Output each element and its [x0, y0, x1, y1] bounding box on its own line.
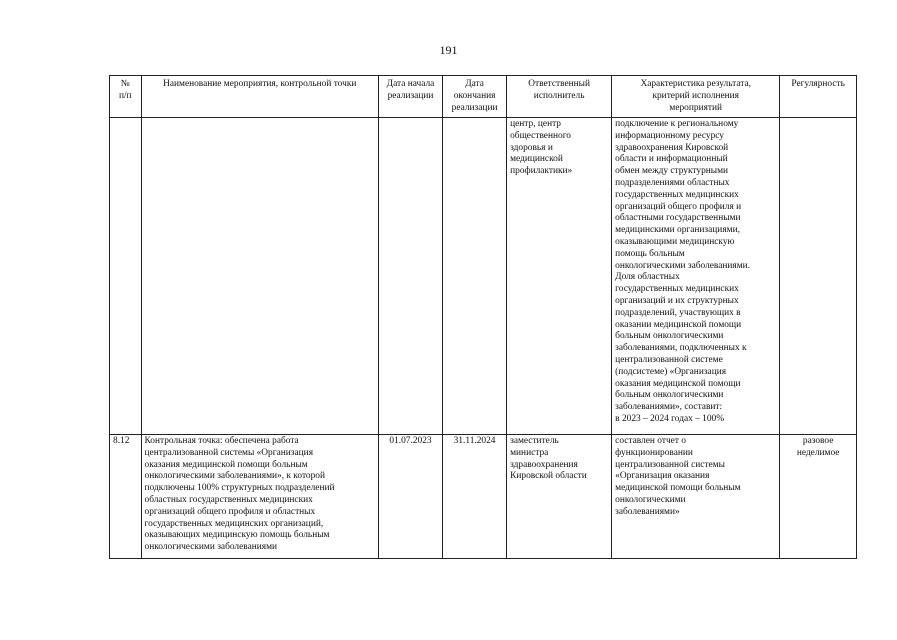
- text-line: оказания медицинской помощи: [615, 378, 741, 389]
- text-line: подключены 100% структурных подразделений: [144, 483, 335, 494]
- text-line: медицинской: [510, 154, 563, 165]
- cell-end-date: [443, 118, 507, 435]
- text-line: медицинскими организациями,: [615, 225, 740, 236]
- table-row: [110, 118, 857, 435]
- cell-name: [141, 118, 378, 435]
- text-line: реализации: [387, 90, 434, 101]
- text-line: областными государственными: [615, 213, 741, 224]
- text-line: функционировании: [615, 447, 693, 458]
- text-line: составлен отчет о: [615, 436, 686, 446]
- text-line: оказывающими медицинскую: [615, 236, 735, 247]
- header-characteristic: [612, 76, 780, 118]
- text-line: оказания медицинской помощи больным: [144, 459, 308, 470]
- text-line: здравоохранения Кировской: [615, 142, 729, 153]
- text-line: исполнитель: [533, 90, 585, 101]
- text-line: неделимое: [796, 447, 840, 458]
- cell-regularity: [780, 118, 857, 435]
- text-line: помощь больным: [615, 248, 685, 259]
- cell-characteristic: [612, 118, 780, 435]
- text-line: заболеваниями», составит:: [615, 402, 723, 413]
- text-line: Дата начала: [386, 79, 435, 89]
- text-line: больным онкологическими: [615, 390, 724, 401]
- text-line: министра: [510, 447, 549, 458]
- text-line: области и информационный: [615, 154, 728, 165]
- text-line: заболеваниями»: [615, 506, 680, 517]
- text-line: заместитель: [510, 436, 559, 446]
- text-line: Наименование мероприятия, контрольной точки: [163, 79, 357, 89]
- cell-responsible: [507, 435, 612, 559]
- text-line: Контрольная точка: обеспечена работа: [144, 436, 299, 446]
- header-end-date: [443, 76, 507, 118]
- text-line: в 2023 – 2024 годах – 100%: [615, 413, 725, 424]
- cell-number: [110, 118, 142, 435]
- text-line: областных государственных медицинских: [144, 494, 313, 505]
- text-line: Характеристика результата,: [640, 79, 751, 89]
- text-line: оказании медицинской помощи: [615, 319, 742, 330]
- header-number: [110, 76, 142, 118]
- text-line: заболеваниями, подключенных к: [615, 343, 747, 354]
- header-name: [141, 76, 378, 118]
- text-line: организаций общего профиля и областных: [144, 506, 316, 517]
- header-regularity: [780, 76, 857, 118]
- text-line: подразделениями областных: [615, 177, 730, 188]
- table-row: [110, 435, 857, 559]
- text-line: здравоохранения: [510, 459, 578, 470]
- text-line: информационному ресурсу: [615, 130, 724, 141]
- text-line: централизованной системы: [615, 459, 725, 470]
- text-line: критерий исполнения: [652, 90, 739, 101]
- cell-characteristic: [612, 435, 780, 559]
- text-line: Кировской области: [510, 471, 587, 482]
- text-line: обмен между структурными: [615, 166, 729, 177]
- text-line: онкологическими заболеваниями: [144, 542, 278, 553]
- text-line: Дата: [465, 79, 484, 89]
- text-line: «Организация оказания: [615, 471, 710, 482]
- text-line: медицинской помощи больным: [615, 483, 741, 494]
- text-line: онкологическими заболеваниями», к которой: [144, 471, 325, 482]
- text-line: п/п: [118, 90, 132, 101]
- text-line: (подсистеме) «Организация: [615, 366, 727, 377]
- header-responsible: [507, 76, 612, 118]
- text-line: государственных медицинских: [615, 189, 739, 200]
- text-line: организаций и их структурных: [615, 295, 739, 306]
- header-start-date: [378, 76, 442, 118]
- text-line: подключение к региональному: [615, 119, 739, 129]
- text-line: централизованной системы «Организация: [144, 447, 314, 458]
- text-line: окончания: [453, 90, 496, 101]
- page-number: 191: [439, 43, 458, 57]
- text-line: государственных медицинских организаций,: [144, 518, 324, 529]
- text-line: подразделений, участвующих в: [615, 307, 741, 318]
- cell-start-date: 01.07.2023: [378, 435, 442, 559]
- text-line: общественного: [510, 130, 571, 141]
- text-line: разовое: [802, 436, 834, 446]
- cell-responsible: [507, 118, 612, 435]
- text-line: онкологическими заболеваниями.: [615, 260, 751, 271]
- activities-table: [109, 75, 857, 559]
- text-line: организаций общего профиля и: [615, 201, 742, 212]
- text-line: №: [120, 79, 130, 89]
- text-line: профилактики»: [510, 166, 573, 177]
- table-header-row: [110, 76, 857, 118]
- text-line: центр, центр: [510, 119, 561, 129]
- text-line: Доля областных: [615, 272, 680, 283]
- text-line: здоровья и: [510, 142, 553, 153]
- text-line: мероприятий: [669, 102, 723, 113]
- text-line: централизованной системе: [615, 354, 723, 365]
- text-line: больным онкологическими: [615, 331, 724, 342]
- cell-end-date: 31.11.2024: [443, 435, 507, 559]
- text-line: оказывающих медицинскую помощь больным: [144, 530, 330, 541]
- text-line: реализации: [451, 102, 498, 113]
- text-line: онкологическими: [615, 494, 686, 505]
- text-line: Ответственный: [528, 79, 591, 89]
- cell-name: [141, 435, 378, 559]
- text-line: государственных медицинских: [615, 284, 739, 295]
- cell-number: 8.12: [110, 435, 142, 559]
- cell-regularity: [780, 435, 857, 559]
- cell-start-date: [378, 118, 442, 435]
- text-line: Регулярность: [791, 79, 845, 89]
